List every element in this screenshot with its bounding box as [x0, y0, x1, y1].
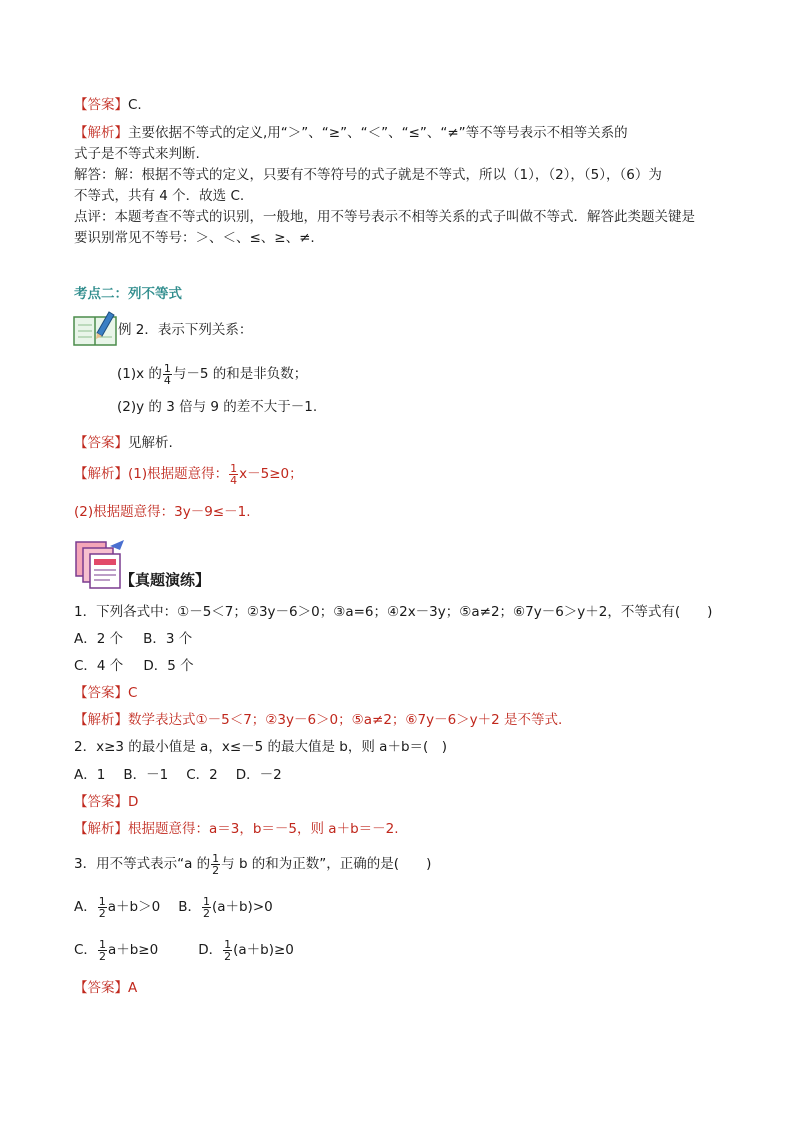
q3-stem [74, 850, 431, 878]
frac-num: 1 [163, 361, 171, 375]
q1-stem: 1．下列各式中：①－5＜7；②3y－6＞0；③a=6；④2x－3y；⑤a≠2；⑥7y－6＞y＋2，不等式有( ) [74, 604, 713, 620]
q2-option-b: B．－1 [123, 767, 169, 783]
q1-option-c: C．4 个 [74, 658, 124, 674]
answer-tag: 【答案】 [74, 685, 128, 701]
frac-den: 4 [230, 473, 238, 487]
frac-num: 1 [212, 851, 220, 865]
q3-answer [74, 979, 137, 997]
analysis-line-2-2: (2)根据题意得：3y－9≤－1. [74, 504, 251, 520]
analysis-line-1 [74, 124, 628, 142]
q3-option-b-expr: (a＋b)>0 [211, 899, 273, 915]
frac-num: 1 [98, 894, 106, 908]
comment-line-2: 要识别常见不等号：＞、＜、≤、≥、≠. [74, 230, 315, 246]
q2-option-a: A．1 [74, 767, 106, 783]
analysis-text: 根据题意得：a＝3，b＝－5，则 a＋b＝－2. [128, 821, 399, 837]
q3-text-a: 3．用不等式表示“a 的 [74, 856, 211, 872]
analysis1-text-b: x－5≥0； [239, 466, 303, 482]
frac-den: 2 [202, 906, 210, 920]
frac-num: 1 [202, 894, 210, 908]
section-heading: 考点二：列不等式 [74, 286, 182, 302]
analysis1-text-a: (1)根据题意得： [128, 466, 229, 482]
q1-option-b: B．3 个 [143, 631, 193, 647]
fraction-one-quarter [163, 363, 172, 386]
q2-options [74, 766, 282, 784]
q1-answer [74, 684, 137, 702]
frac-num: 1 [98, 937, 106, 951]
q1-option-a: A．2 个 [74, 631, 124, 647]
fraction-one-half [98, 896, 107, 919]
q1-options-row1 [74, 630, 192, 648]
analysis-tag: 【解析】 [74, 712, 128, 728]
q3-options-row2 [74, 936, 294, 964]
q3-option-a-expr: a＋b＞0 [107, 899, 161, 915]
comment-line-1: 点评：本题考查不等式的识别，一般地，用不等号表示不相等关系的式子叫做不等式．解答此类题关键是 [74, 209, 695, 225]
answer-value: 见解析. [128, 435, 173, 451]
item1-text-a: (1)x 的 [117, 366, 162, 382]
analysis-text: 主要依据不等式的定义,用“＞”、“≥”、“＜”、“≤”、“≠”等不等号表示不相等关系的 [128, 125, 628, 141]
frac-den: 2 [212, 863, 220, 877]
fraction-one-half [202, 896, 211, 919]
answer-tag: 【答案】 [74, 97, 128, 113]
frac-den: 2 [98, 906, 106, 920]
q3-option-d-label: D． [198, 942, 223, 958]
answer-line-2 [74, 434, 173, 452]
solution-line-2: 不等式，共有 4 个．故选 C. [74, 188, 245, 204]
q3-option-c-expr: a＋b≥0 [107, 942, 159, 958]
example-item-1 [117, 360, 307, 388]
practice-title: 【真题演练】 [120, 571, 211, 589]
frac-den: 2 [98, 949, 106, 963]
example-item-2: (2)y 的 3 倍与 9 的差不大于－1. [117, 399, 318, 415]
q1-option-d: D．5 个 [143, 658, 194, 674]
answer-line-1 [74, 96, 142, 114]
q2-analysis [74, 820, 399, 838]
answer-value: A [128, 980, 138, 996]
analysis-line-2-1 [74, 460, 303, 488]
q3-option-a-label: A． [74, 899, 97, 915]
analysis-line-2: 式子是不等式来判断. [74, 146, 200, 162]
q1-analysis [74, 711, 562, 729]
q2-stem: 2．x≥3 的最小值是 a，x≤－5 的最大值是 b，则 a＋b＝( ) [74, 739, 448, 755]
example-title: 例 2．表示下列关系： [118, 322, 253, 338]
solution-line-1: 解答：解：根据不等式的定义，只要有不等符号的式子就是不等式，所以（1），（2），（5），（6）为 [74, 167, 662, 183]
frac-den: 2 [224, 949, 232, 963]
q3-option-b-label: B． [178, 899, 201, 915]
analysis-tag: 【解析】 [74, 821, 128, 837]
q2-option-d: D．－2 [235, 767, 282, 783]
analysis-tag: 【解析】 [74, 125, 128, 141]
item1-text-b: 与－5 的和是非负数； [172, 366, 308, 382]
answer-value: C. [128, 97, 142, 113]
q3-text-b: 与 b 的和为正数”，正确的是( ) [221, 856, 432, 872]
q3-options-row1 [74, 893, 273, 921]
analysis-text: 数学表达式①－5＜7；②3y－6＞0；⑤a≠2；⑥7y－6＞y＋2 是不等式. [128, 712, 563, 728]
analysis-tag: 【解析】 [74, 466, 128, 482]
fraction-one-half [211, 853, 220, 876]
answer-value: C [128, 685, 138, 701]
notebook-pencil-icon [73, 309, 119, 351]
q1-options-row2 [74, 657, 194, 675]
q2-option-c: C．2 [186, 767, 218, 783]
fraction-one-half [223, 939, 232, 962]
q2-answer [74, 793, 138, 811]
answer-tag: 【答案】 [74, 794, 128, 810]
fraction-one-half [98, 939, 107, 962]
answer-value: D [128, 794, 139, 810]
answer-tag: 【答案】 [74, 980, 128, 996]
q3-option-d-expr: (a＋b)≥0 [233, 942, 294, 958]
frac-num: 1 [224, 937, 232, 951]
q3-option-c-label: C． [74, 942, 97, 958]
fraction-one-quarter [229, 463, 238, 486]
answer-tag: 【答案】 [74, 435, 128, 451]
frac-num: 1 [230, 461, 238, 475]
frac-den: 4 [163, 373, 171, 387]
